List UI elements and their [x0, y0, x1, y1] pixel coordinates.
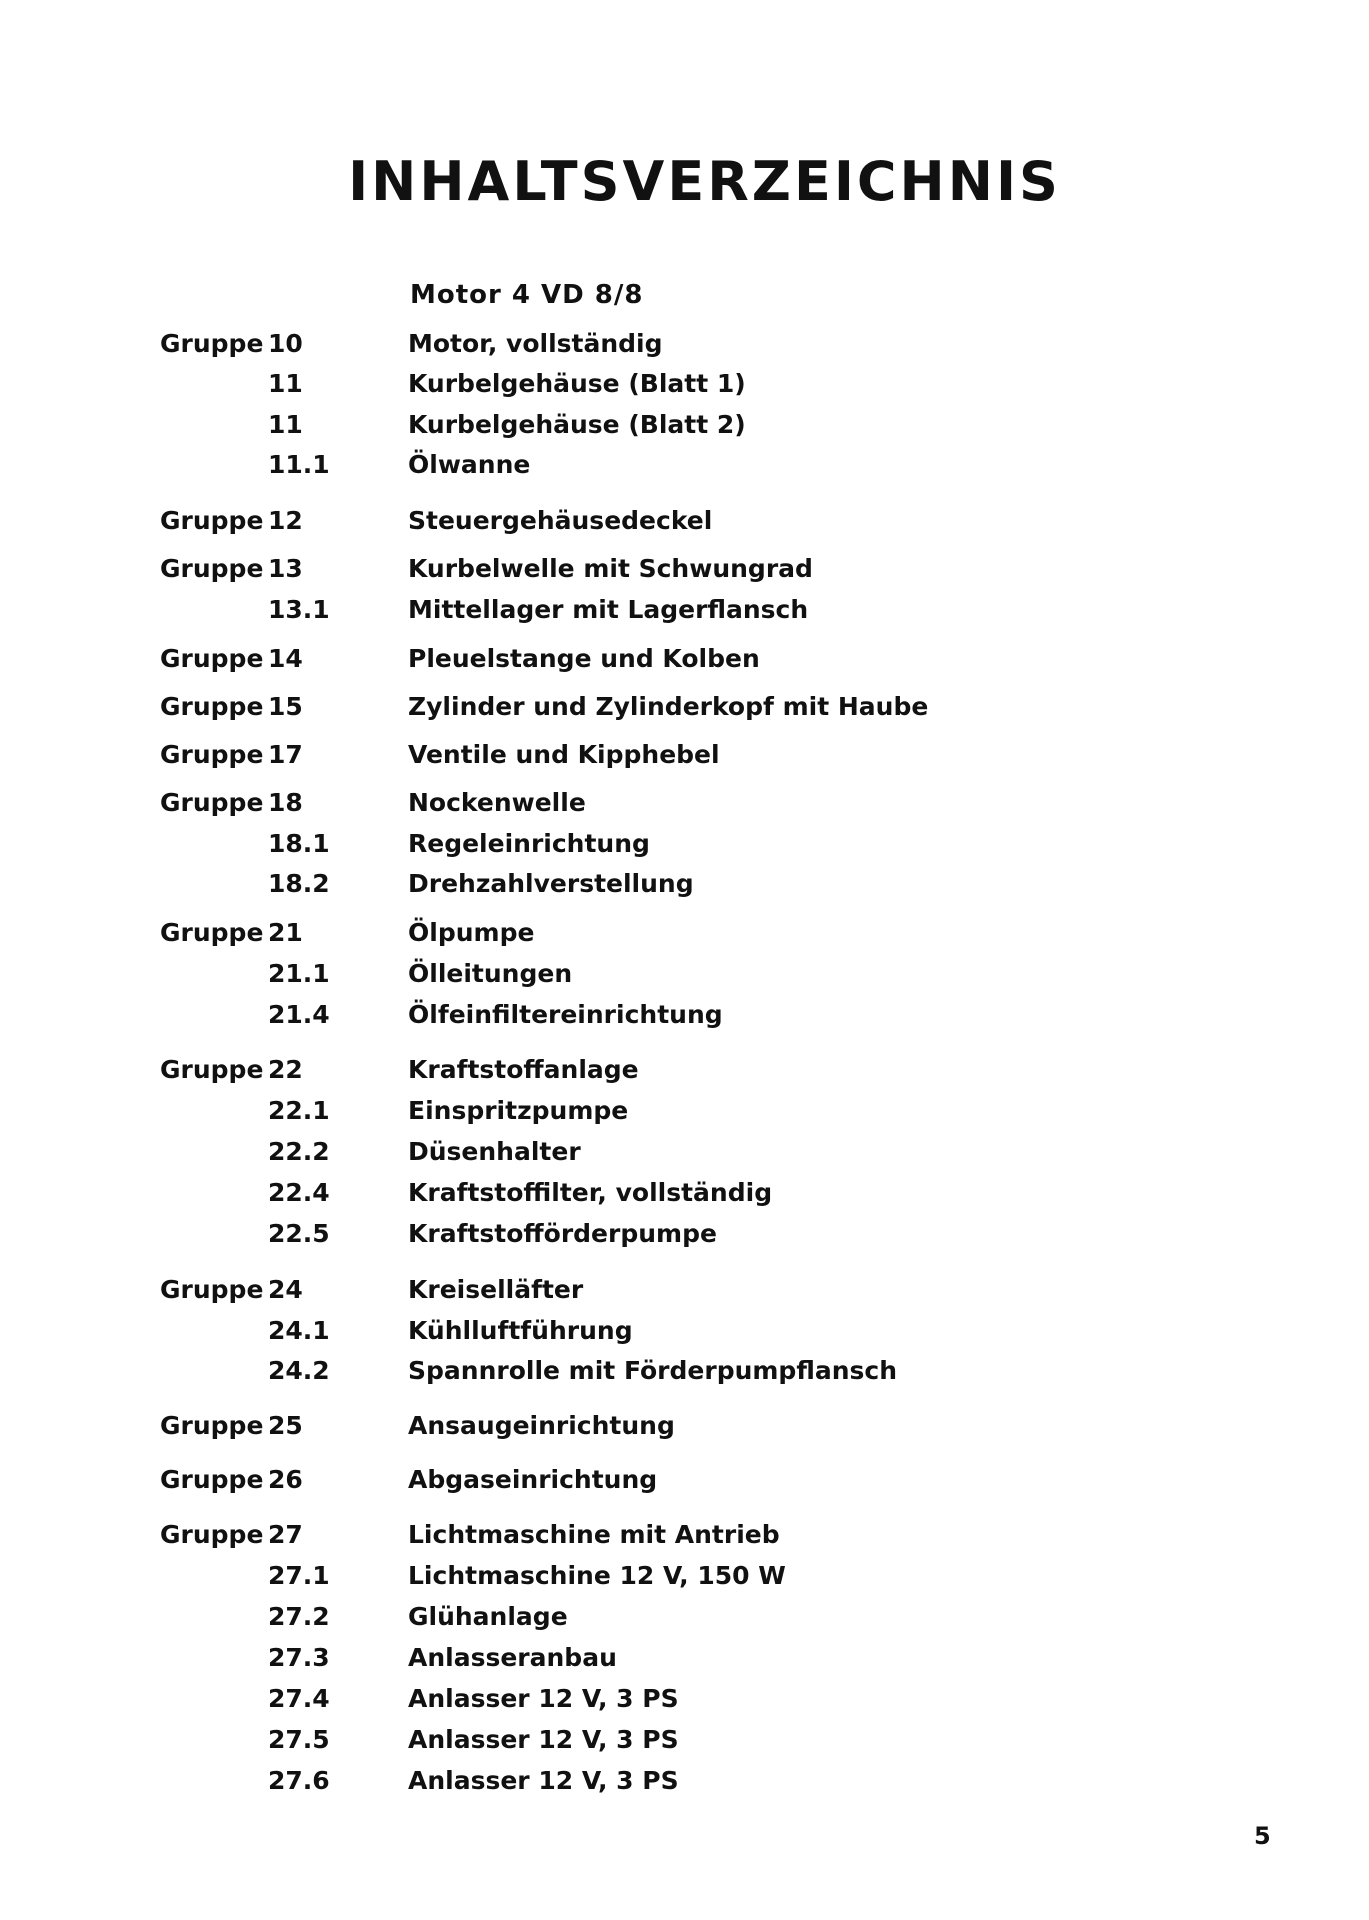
entry-title: Kurbelwelle mit Schwungrad	[408, 554, 813, 583]
page-number: 5	[1254, 1822, 1271, 1850]
entry-title: Anlasseranbau	[408, 1643, 617, 1672]
entry-title: Kurbelgehäuse (Blatt 2)	[408, 410, 746, 439]
group-number: 21.1	[268, 959, 330, 988]
entry-title: Kraftstoffanlage	[408, 1055, 639, 1084]
group-number: 27.2	[268, 1602, 330, 1631]
toc-row	[0, 1272, 1369, 1308]
group-number: 11	[268, 369, 303, 398]
group-number: 22.4	[268, 1178, 330, 1207]
toc-row	[0, 689, 1369, 725]
toc-row	[0, 1052, 1369, 1088]
group-number: 10	[268, 329, 303, 358]
group-label: Gruppe	[160, 554, 264, 583]
toc-row	[0, 866, 1369, 902]
entry-title: Ölleitungen	[408, 959, 573, 988]
group-number: 27.1	[268, 1561, 330, 1590]
group-number: 14	[268, 644, 303, 673]
group-number: 18.2	[268, 869, 330, 898]
group-label: Gruppe	[160, 506, 264, 535]
entry-title: Düsenhalter	[408, 1137, 581, 1166]
group-label: Gruppe	[160, 692, 264, 721]
group-number: 27.5	[268, 1725, 330, 1754]
group-label: Gruppe	[160, 329, 264, 358]
group-number: 11	[268, 410, 303, 439]
group-number: 12	[268, 506, 303, 535]
entry-title: Steuergehäusedeckel	[408, 506, 713, 535]
group-label: Gruppe	[160, 1055, 264, 1084]
entry-title: Einspritzpumpe	[408, 1096, 629, 1125]
toc-row	[0, 551, 1369, 587]
entry-title: Drehzahlverstellung	[408, 869, 694, 898]
toc-row	[0, 407, 1369, 443]
group-label: Gruppe	[160, 788, 264, 817]
group-number: 22.5	[268, 1219, 330, 1248]
toc-row	[0, 1175, 1369, 1211]
group-label: Gruppe	[160, 1411, 264, 1440]
group-label: Gruppe	[160, 740, 264, 769]
group-number: 27.3	[268, 1643, 330, 1672]
toc-row	[0, 592, 1369, 628]
toc-row	[0, 1517, 1369, 1553]
entry-title: Motor, vollständig	[408, 329, 663, 358]
page-title: INHALTSVERZEICHNIS	[348, 150, 1061, 213]
entry-title: Abgaseinrichtung	[408, 1465, 658, 1494]
toc-row	[0, 1408, 1369, 1444]
toc-row	[0, 1313, 1369, 1349]
toc-row	[0, 1599, 1369, 1635]
group-number: 22.2	[268, 1137, 330, 1166]
entry-title: Glühanlage	[408, 1602, 568, 1631]
group-number: 21.4	[268, 1000, 330, 1029]
toc-row	[0, 503, 1369, 539]
group-number: 27.4	[268, 1684, 330, 1713]
toc-row	[0, 1134, 1369, 1170]
entry-title: Kurbelgehäuse (Blatt 1)	[408, 369, 746, 398]
entry-title: Ansaugeinrichtung	[408, 1411, 675, 1440]
toc-row	[0, 915, 1369, 951]
group-label: Gruppe	[160, 918, 264, 947]
group-number: 15	[268, 692, 303, 721]
group-number: 17	[268, 740, 303, 769]
entry-title: Kühlluftführung	[408, 1316, 633, 1345]
toc-row	[0, 326, 1369, 362]
toc-row	[0, 447, 1369, 483]
toc-row	[0, 826, 1369, 862]
toc-row	[0, 956, 1369, 992]
entry-title: Ölfeinfiltereinrichtung	[408, 1000, 723, 1029]
toc-row	[0, 785, 1369, 821]
entry-title: Lichtmaschine 12 V, 150 W	[408, 1561, 786, 1590]
toc-row	[0, 997, 1369, 1033]
toc-row	[0, 1093, 1369, 1129]
entry-title: Anlasser 12 V, 3 PS	[408, 1725, 679, 1754]
entry-title: Mittellager mit Lagerflansch	[408, 595, 809, 624]
group-number: 22.1	[268, 1096, 330, 1125]
group-number: 27.6	[268, 1766, 330, 1795]
group-label: Gruppe	[160, 1520, 264, 1549]
toc-row	[0, 1216, 1369, 1252]
group-number: 21	[268, 918, 303, 947]
entry-title: Pleuelstange und Kolben	[408, 644, 760, 673]
toc-row	[0, 1353, 1369, 1389]
entry-title: Ölwanne	[408, 450, 531, 479]
group-number: 24.2	[268, 1356, 330, 1385]
entry-title: Kraftstoffilter, vollständig	[408, 1178, 773, 1207]
group-number: 13.1	[268, 595, 330, 624]
toc-row	[0, 1681, 1369, 1717]
group-label: Gruppe	[160, 1275, 264, 1304]
toc-row	[0, 1640, 1369, 1676]
toc-row	[0, 1462, 1369, 1498]
group-number: 24.1	[268, 1316, 330, 1345]
entry-title: Kraftstofförderpumpe	[408, 1219, 717, 1248]
group-number: 18.1	[268, 829, 330, 858]
toc-row	[0, 1722, 1369, 1758]
group-number: 22	[268, 1055, 303, 1084]
group-number: 11.1	[268, 450, 330, 479]
toc-row	[0, 1763, 1369, 1799]
entry-title: Lichtmaschine mit Antrieb	[408, 1520, 780, 1549]
entry-title: Regeleinrichtung	[408, 829, 650, 858]
toc-row	[0, 366, 1369, 402]
entry-title: Nockenwelle	[408, 788, 586, 817]
entry-title: Anlasser 12 V, 3 PS	[408, 1684, 679, 1713]
entry-title: Ventile und Kipphebel	[408, 740, 720, 769]
group-number: 26	[268, 1465, 303, 1494]
group-number: 27	[268, 1520, 303, 1549]
entry-title: Anlasser 12 V, 3 PS	[408, 1766, 679, 1795]
group-label: Gruppe	[160, 644, 264, 673]
toc-row	[0, 737, 1369, 773]
toc-row	[0, 641, 1369, 677]
entry-title: Zylinder und Zylinderkopf mit Haube	[408, 692, 929, 721]
entry-title: Kreiselläfter	[408, 1275, 584, 1304]
group-number: 25	[268, 1411, 303, 1440]
entry-title: Ölpumpe	[408, 918, 535, 947]
group-label: Gruppe	[160, 1465, 264, 1494]
group-number: 13	[268, 554, 303, 583]
group-number: 24	[268, 1275, 303, 1304]
entry-title: Spannrolle mit Förderpumpflansch	[408, 1356, 898, 1385]
group-number: 18	[268, 788, 303, 817]
toc-row	[0, 1558, 1369, 1594]
section-heading: Motor 4 VD 8/8	[410, 280, 644, 310]
